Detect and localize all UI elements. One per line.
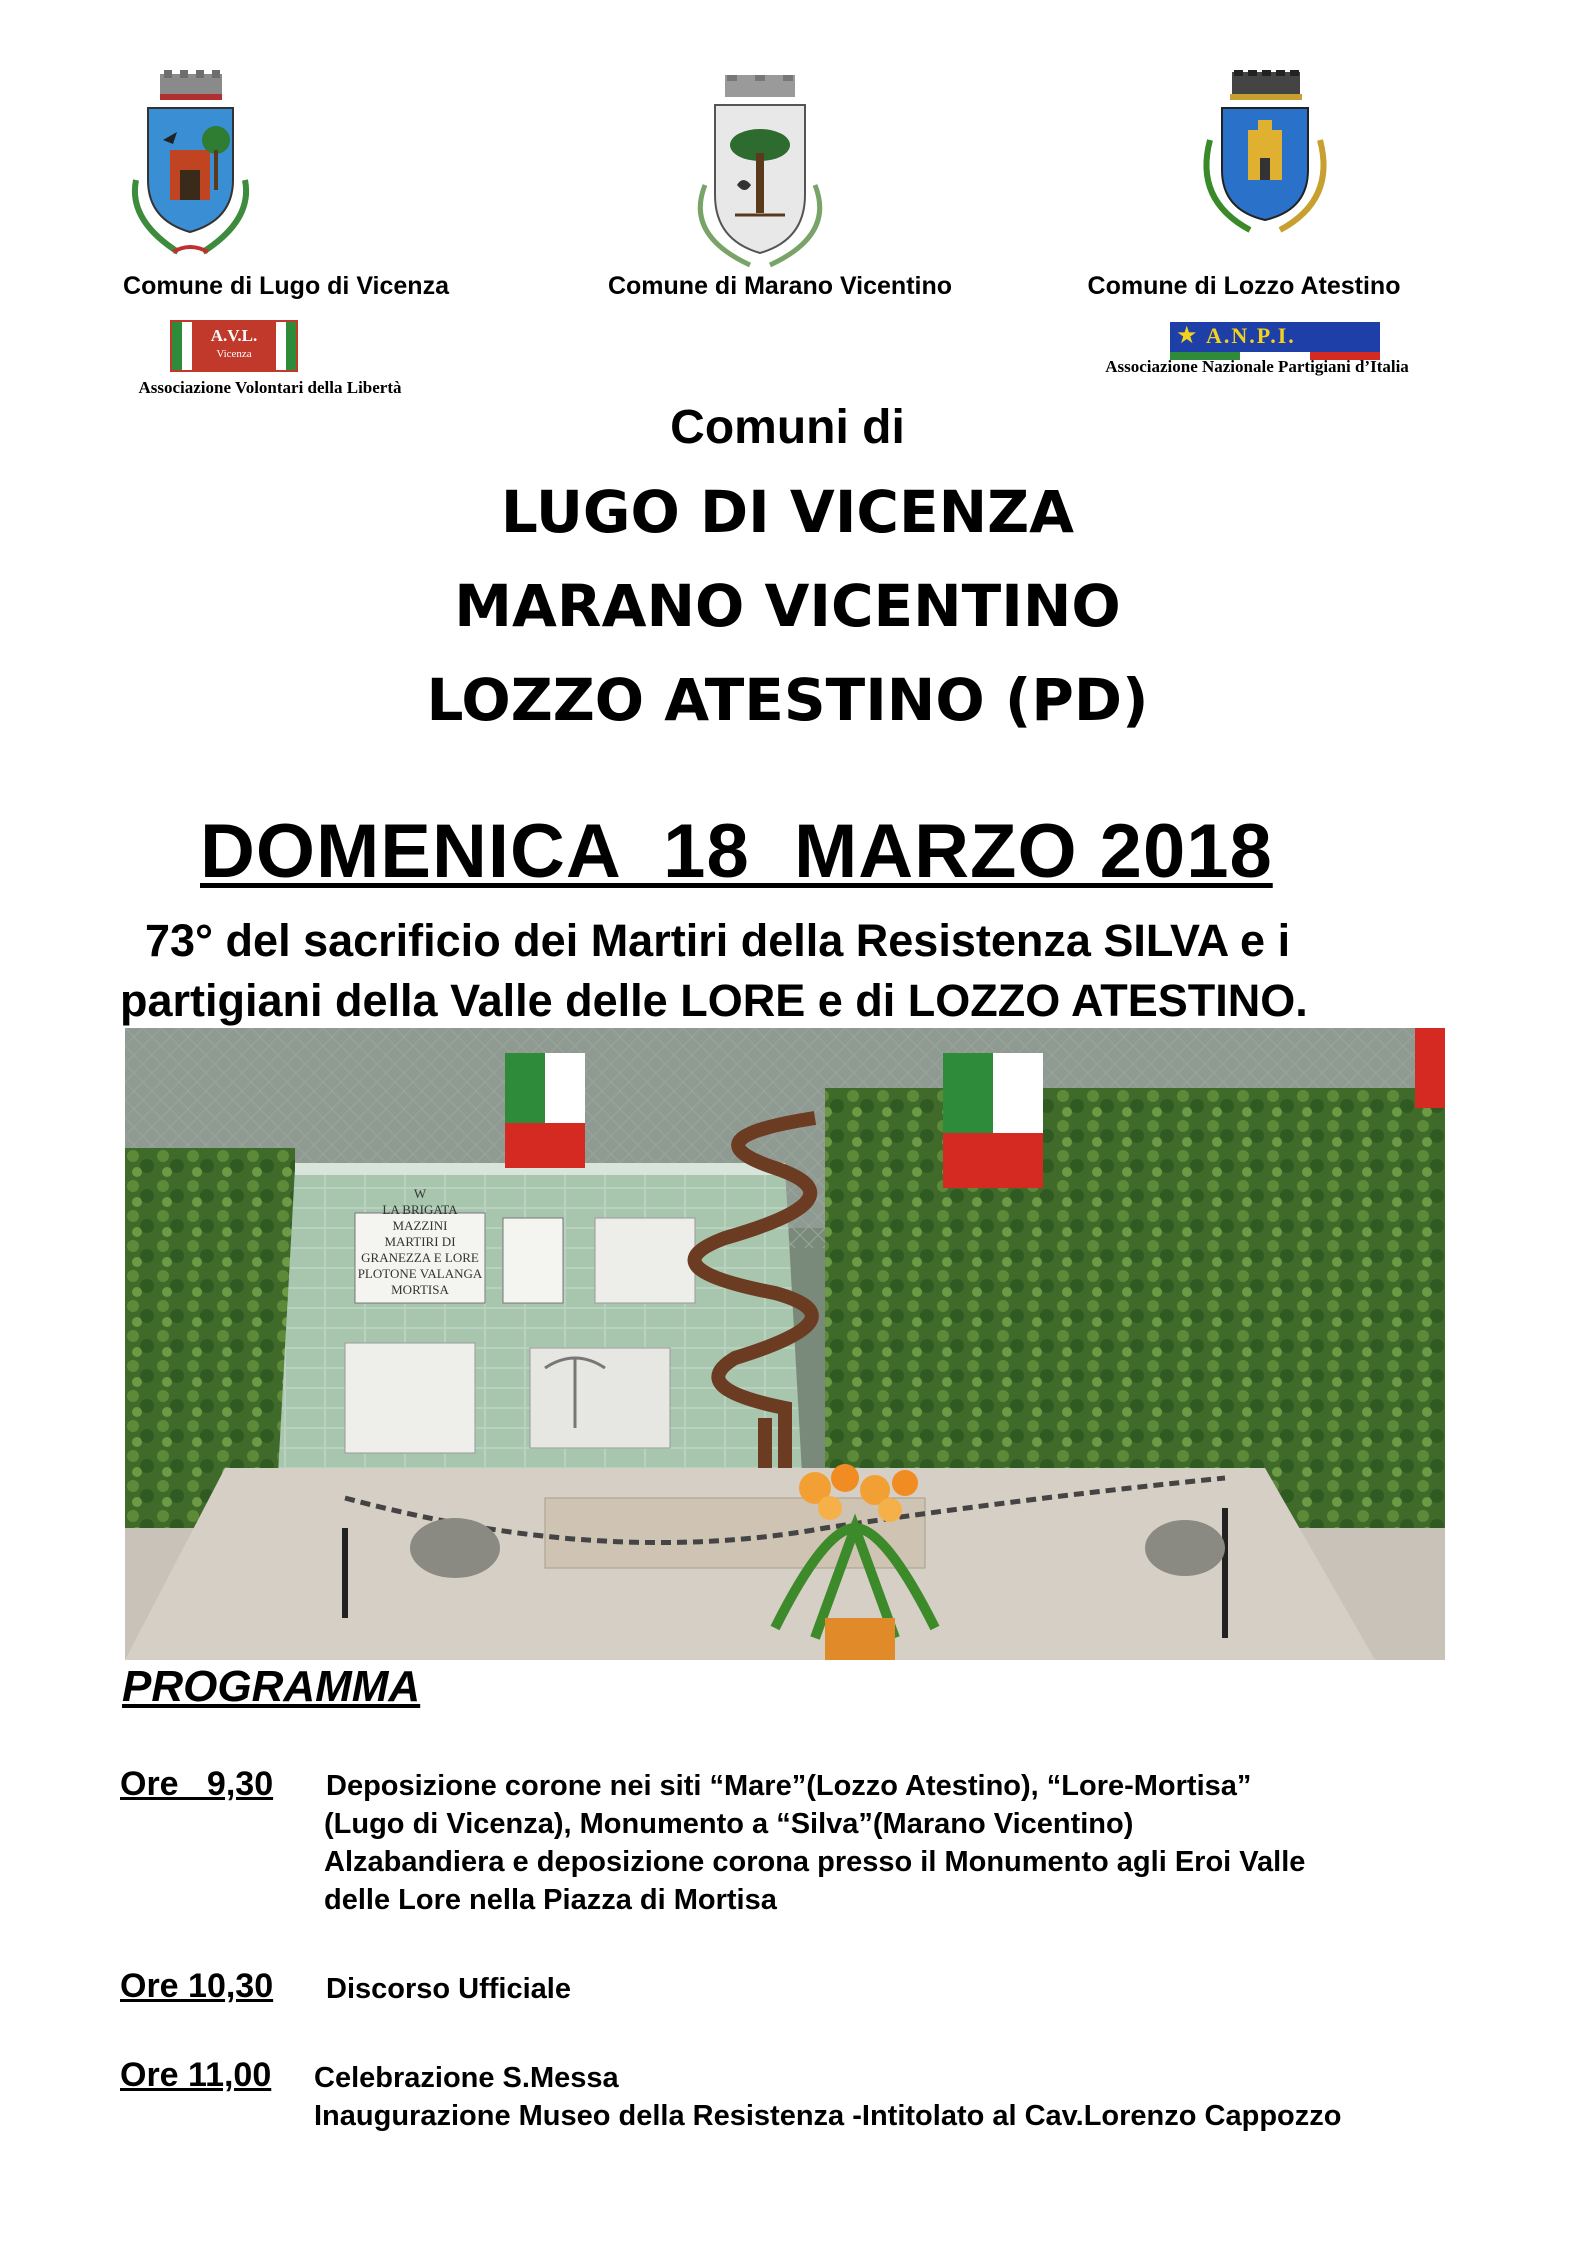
program-line: Deposizione corone nei siti “Mare”(Lozzo Atestino), “Lore-Mortisa” xyxy=(326,1770,1252,1802)
plaque-line: MORTISA xyxy=(391,1282,449,1297)
lugo-crest-image xyxy=(118,70,263,260)
programma-heading: PROGRAMMA xyxy=(122,1662,421,1711)
avl-logo-sub: Vicenza xyxy=(216,348,252,360)
plaque-line: MARTIRI DI xyxy=(384,1234,456,1249)
anpi-label: Associazione Nazionale Partigiani d’Italia xyxy=(1105,357,1409,376)
star-icon: ★ xyxy=(1176,322,1198,349)
comuni-di-heading: Comuni di xyxy=(670,401,905,454)
town-title-lugo: LUGO DI VICENZA xyxy=(500,478,1075,546)
comune-label-lozzo: Comune di Lozzo Atestino xyxy=(1087,272,1401,300)
program-time-2: Ore 10,30 xyxy=(120,1967,274,2005)
program-line: Alzabandiera e deposizione corona presso il Monumento agli Eroi Valle xyxy=(324,1846,1306,1878)
marano-crest-image xyxy=(665,75,855,275)
avl-label: Associazione Volontari della Libertà xyxy=(138,378,402,397)
program-time-3: Ore 11,00 xyxy=(120,2056,272,2094)
event-date: DOMENICA 18 MARZO 2018 xyxy=(200,809,1273,894)
town-title-lozzo: LOZZO ATESTINO (PD) xyxy=(426,666,1149,734)
monument-photo xyxy=(125,1028,1445,1660)
avl-logo-text: A.V.L. xyxy=(210,326,258,345)
program-line: Celebrazione S.Messa xyxy=(314,2062,619,2094)
plaque-line: LA BRIGATA MAZZINI xyxy=(382,1202,458,1233)
plaque-text xyxy=(357,1186,483,1298)
town-title-marano: MARANO VICENTINO xyxy=(454,572,1121,640)
lozzo-crest-image xyxy=(1180,70,1350,235)
comune-label-marano: Comune di Marano Vicentino xyxy=(607,272,953,300)
program-line: delle Lore nella Piazza di Mortisa xyxy=(324,1884,777,1916)
program-line: Inaugurazione Museo della Resistenza -Intitolato al Cav.Lorenzo Cappozzo xyxy=(314,2100,1342,2132)
event-subtitle-line1: 73° del sacrificio dei Martiri della Resistenza SILVA e i xyxy=(120,915,1291,966)
plaque-line: GRANEZZA E LORE xyxy=(361,1250,479,1265)
comune-label-lugo: Comune di Lugo di Vicenza xyxy=(123,272,449,300)
plaque-line: PLOTONE VALANGA xyxy=(357,1266,483,1281)
event-subtitle-line2: partigiani della Valle delle LORE e di LOZZO ATESTINO. xyxy=(120,975,1308,1026)
anpi-logo-text: A.N.P.I. xyxy=(1206,323,1296,348)
avl-logo xyxy=(170,320,298,372)
program-time-1: Ore 9,30 xyxy=(120,1765,274,1803)
program-line: (Lugo di Vicenza), Monumento a “Silva”(Marano Vicentino) xyxy=(324,1808,1134,1840)
plaque-line: W xyxy=(413,1186,427,1201)
program-line: Discorso Ufficiale xyxy=(326,1973,571,2005)
anpi-logo xyxy=(1170,322,1380,352)
